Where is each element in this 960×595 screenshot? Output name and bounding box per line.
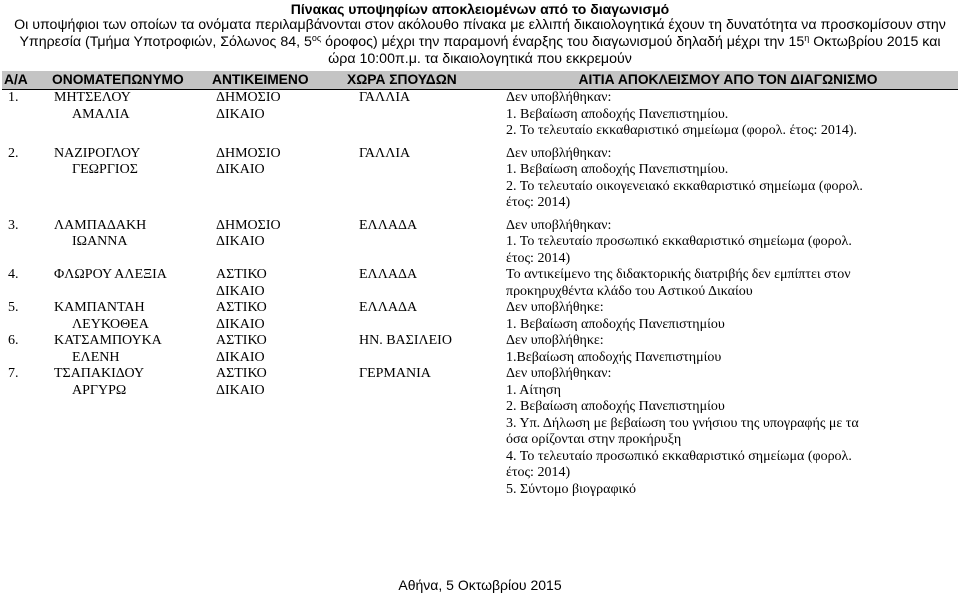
- subject-line-1: ΑΣΤΙΚΟ: [216, 300, 267, 315]
- reason-line: 2. Βεβαίωση αποδοχής Πανεπιστημίου: [506, 399, 725, 414]
- cell-reason: [498, 218, 958, 268]
- reason-line: Δεν υποβλήθηκαν:: [506, 90, 612, 105]
- document-title: Πίνακας υποψηφίων αποκλειομένων από το διαγωνισμό: [290, 1, 670, 17]
- subject-line-2: ΔΙΚΑΙΟ: [216, 162, 265, 177]
- subject-line-2: ΔΙΚΑΙΟ: [216, 106, 265, 122]
- intro-line-2-part-b: όροφος) μέχρι την παραμονή έναρξης του διαγωνισμού δηλαδή μέχρι την 15: [321, 34, 805, 50]
- reason-line: Δεν υποβλήθηκαν:: [506, 217, 612, 233]
- intro-line-2: [0, 34, 960, 51]
- reason-line: Δεν υποβλήθηκε:: [506, 333, 604, 348]
- candidate-surname: ΤΣΑΠΑΚΙΔΟΥ: [54, 366, 145, 381]
- cell-subject: [210, 300, 345, 333]
- reason-line: Δεν υποβλήθηκαν:: [506, 366, 612, 381]
- header-num: Α/Α: [2, 71, 50, 90]
- cell-subject: [210, 366, 345, 498]
- table-row: [2, 146, 958, 218]
- candidate-firstname: ΙΩΑΝΝΑ: [72, 234, 128, 249]
- cell-country: ΕΛΛΑΔΑ: [359, 300, 418, 315]
- cell-reason: [498, 366, 958, 498]
- floor-superscript: ος: [311, 33, 322, 43]
- reason-line: 2. Το τελευταίο εκκαθαριστικό σημείωμα (φορολ. έτος: 2014).: [506, 123, 858, 138]
- cell-num: 6.: [8, 333, 19, 348]
- subject-line-2: ΔΙΚΑΙΟ: [216, 349, 265, 365]
- candidate-surname: ΦΛΩΡΟΥ ΑΛΕΞΙΑ: [54, 267, 167, 282]
- cell-num: 1.: [8, 90, 19, 105]
- subject-line-2: ΔΙΚΑΙΟ: [216, 316, 265, 332]
- reason-line: 5. Σύντομο βιογραφικό: [506, 481, 637, 497]
- date-superscript: η: [804, 33, 810, 43]
- cell-country: ΕΛΛΑΔΑ: [359, 267, 418, 282]
- cell-subject: [210, 267, 345, 300]
- reason-line: έτος: 2014): [506, 250, 571, 266]
- excluded-candidates-table: [2, 71, 958, 498]
- candidate-surname: ΛΑΜΠΑΔΑΚΗ: [54, 217, 147, 233]
- cell-subject: [210, 333, 345, 366]
- header-reason: ΑΙΤΙΑ ΑΠΟΚΛΕΙΣΜΟΥ ΑΠΟ ΤΟΝ ΔΙΑΓΩΝΙΣΜΟ: [498, 71, 958, 90]
- candidate-firstname: ΕΛΕΝΗ: [72, 349, 120, 365]
- reason-line: Δεν υποβλήθηκαν:: [506, 145, 612, 161]
- cell-country: ΓΑΛΛΙΑ: [359, 145, 411, 161]
- cell-country: ΓΕΡΜΑΝΙΑ: [359, 366, 431, 381]
- cell-name: [50, 90, 210, 146]
- reason-line: 1.Βεβαίωση αποδοχής Πανεπιστημίου: [506, 349, 722, 365]
- reason-line: 4. Το τελευταίο προσωπικό εκκαθαριστικό σημείωμα (φορολ.: [506, 448, 852, 464]
- cell-name: [50, 218, 210, 268]
- reason-line: όσα ορίζονται στην προκήρυξη: [506, 432, 682, 447]
- cell-num: 5.: [8, 300, 19, 315]
- reason-line: Το αντικείμενο της διδακτορικής διατριβής δεν εμπίπτει στον: [506, 267, 851, 282]
- candidate-firstname: ΑΡΓΥΡΩ: [72, 382, 127, 398]
- cell-num: 7.: [8, 366, 19, 381]
- candidate-firstname: ΓΕΩΡΓΙΟΣ: [72, 162, 138, 177]
- footer-date: Αθήνα, 5 Οκτωβρίου 2015: [398, 577, 562, 593]
- header-subject: ΑΝΤΙΚΕΙΜΕΝΟ: [210, 71, 345, 90]
- reason-line: 2. Το τελευταίο οικογενειακό εκκαθαριστικό σημείωμα (φορολ.: [506, 178, 863, 194]
- reason-line: 1. Το τελευταίο προσωπικό εκκαθαριστικό σημείωμα (φορολ.: [506, 234, 852, 249]
- intro-line-2-part-c: Οκτωβρίου 2015 και: [809, 34, 941, 50]
- reason-line: 1. Βεβαίωση αποδοχής Πανεπιστημίου.: [506, 162, 729, 177]
- subject-line-2: ΔΙΚΑΙΟ: [216, 283, 265, 299]
- cell-name: [50, 267, 210, 300]
- cell-reason: [498, 146, 958, 218]
- subject-line-2: ΔΙΚΑΙΟ: [216, 234, 265, 249]
- table-row: [2, 218, 958, 268]
- subject-line-1: ΔΗΜΟΣΙΟ: [216, 217, 281, 233]
- intro-line-1: Οι υποψήφιοι των οποίων τα ονόματα περιλαμβάνονται στον ακόλουθο πίνακα με ελλιπή δικαιολογητικά έχουν τη δυνατότητα να προσκομίσουν στην: [14, 17, 946, 33]
- reason-line: Δεν υποβλήθηκε:: [506, 300, 604, 315]
- table-body: [2, 90, 958, 499]
- reason-line: 1. Αίτηση: [506, 382, 561, 398]
- cell-subject: [210, 218, 345, 268]
- candidate-surname: ΜΗΤΣΕΛΟΥ: [54, 90, 131, 105]
- cell-num: 2.: [8, 145, 19, 161]
- cell-num: 3.: [8, 217, 19, 233]
- subject-line-1: ΔΗΜΟΣΙΟ: [216, 145, 281, 161]
- cell-country: ΓΑΛΛΙΑ: [359, 90, 411, 105]
- subject-line-1: ΔΗΜΟΣΙΟ: [216, 90, 281, 105]
- cell-name: [50, 333, 210, 366]
- cell-num: 4.: [8, 267, 19, 282]
- intro-paragraph: [0, 17, 960, 68]
- header-country: ΧΩΡΑ ΣΠΟΥΔΩΝ: [345, 71, 498, 90]
- subject-line-1: ΑΣΤΙΚΟ: [216, 267, 267, 282]
- subject-line-1: ΑΣΤΙΚΟ: [216, 333, 267, 348]
- table-row: [2, 300, 958, 333]
- cell-name: [50, 366, 210, 498]
- reason-line: έτος: 2014): [506, 465, 571, 480]
- candidate-surname: ΝΑΖΙΡΟΓΛΟΥ: [54, 145, 141, 161]
- intro-line-2-part-a: Υπηρεσία (Τμήμα Υποτροφιών, Σόλωνος 84, 5: [19, 34, 312, 50]
- subject-line-1: ΑΣΤΙΚΟ: [216, 366, 267, 381]
- cell-subject: [210, 146, 345, 218]
- cell-reason: [498, 300, 958, 333]
- table-row: [2, 267, 958, 300]
- header-name: ΟΝΟΜΑΤΕΠΩΝΥΜΟ: [50, 71, 210, 90]
- table-header-row: [2, 71, 958, 90]
- table-row: [2, 333, 958, 366]
- reason-line: έτος: 2014): [506, 195, 571, 210]
- cell-reason: [498, 333, 958, 366]
- cell-country: ΕΛΛΑΔΑ: [359, 217, 418, 233]
- cell-subject: [210, 90, 345, 146]
- candidate-firstname: ΛΕΥΚΟΘΕΑ: [72, 316, 149, 332]
- intro-line-3: ώρα 10:00π.μ. τα δικαιολογητικά που εκκρεμούν: [328, 51, 632, 67]
- table-row: [2, 366, 958, 498]
- cell-country: ΗΝ. ΒΑΣΙΛΕΙΟ: [359, 333, 452, 348]
- cell-name: [50, 300, 210, 333]
- cell-name: [50, 146, 210, 218]
- candidate-surname: ΚΑΜΠΑΝΤΑΗ: [54, 300, 145, 315]
- candidate-surname: ΚΑΤΣΑΜΠΟΥΚΑ: [54, 333, 162, 348]
- cell-reason: [498, 267, 958, 300]
- candidate-firstname: ΑΜΑΛΙΑ: [72, 106, 130, 122]
- cell-reason: [498, 90, 958, 146]
- reason-line: 1. Βεβαίωση αποδοχής Πανεπιστημίου: [506, 316, 725, 332]
- reason-line: 3. Υπ. Δήλωση με βεβαίωση του γνήσιου της υπογραφής με τα: [506, 415, 859, 431]
- subject-line-2: ΔΙΚΑΙΟ: [216, 382, 265, 398]
- table-row: [2, 90, 958, 146]
- reason-line: προκηρυχθέντα κλάδο του Αστικού Δικαίου: [506, 283, 753, 299]
- reason-line: 1. Βεβαίωση αποδοχής Πανεπιστημίου.: [506, 106, 729, 122]
